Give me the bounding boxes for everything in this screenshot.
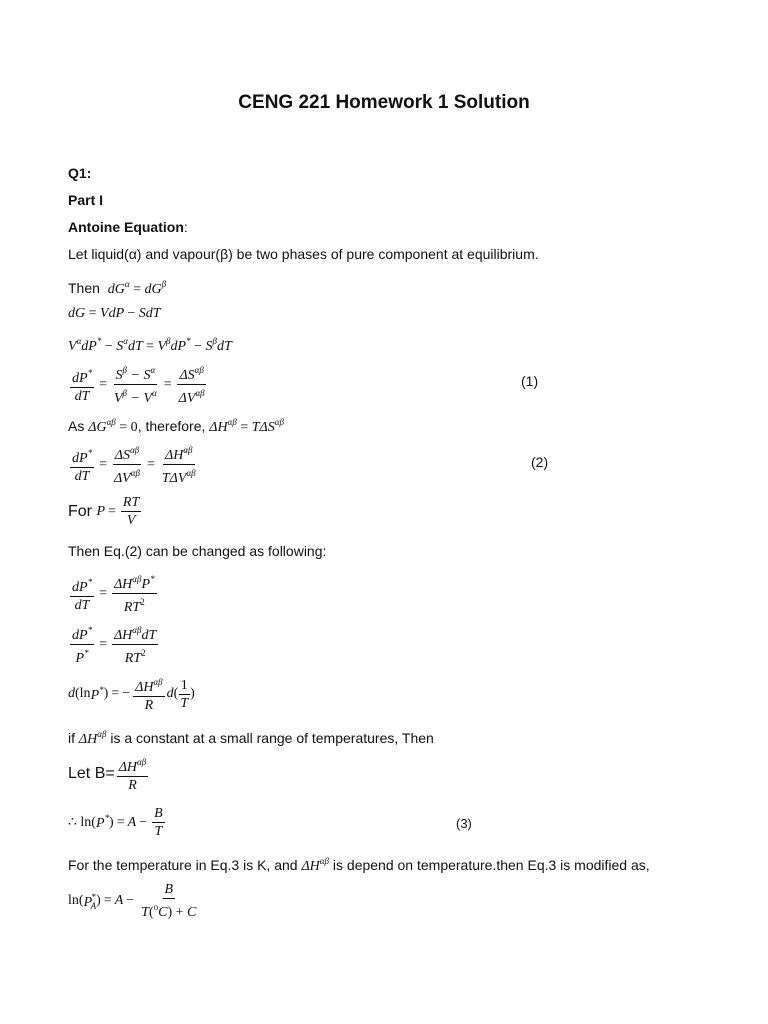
intro-sentence: Let liquid(α) and vapour(β) be two phases of pure component at equilibrium.: [68, 246, 539, 262]
kelvin-statement: For the temperature in Eq.3 is K, and $\Delta H^{\alpha\beta}$ is depend on temperature.then Eq.3 is modified as,: [68, 856, 650, 874]
ideal-gas-relation: For P = $\frac{RT}{V}$: [68, 495, 140, 528]
equation-number-2: (2): [531, 454, 549, 470]
equation-number-3: (3): [456, 816, 472, 831]
antoine-heading-colon: :: [183, 219, 188, 235]
equation-phase-balance: $V^\alpha dP^* - S^\alpha dT = V^\beta dP^* - S^\beta dT$: [68, 336, 232, 354]
antoine-heading-text: Antoine Equation: [68, 219, 184, 235]
equation-log-form: d (ln P* ) = − $\frac{\Delta H^{\alpha\beta}}{R}$ d ( $\frac{1}{T}$ ): [68, 674, 195, 714]
equilibrium-statement: As $\Delta G^{\alpha\beta} = 0$, therefore, $\Delta H^{\alpha\beta} = T\Delta S^{\alpha\beta}$: [68, 417, 284, 435]
equation-clausius-1: $\frac{dP^*}{dT}$ = $\frac{\Delta H^{\alpha\beta}P^*}{RT^2}$: [68, 571, 159, 616]
constant-enthalpy-statement: if $\Delta H^{\alpha\beta}$ is a constant at a small range of temperatures, Then: [68, 729, 434, 747]
for-label: For: [68, 502, 92, 520]
let-b-label: Let B=: [68, 765, 115, 782]
antoine-heading: [68, 218, 188, 236]
equation-gibbs-differential: dG = VdP − SdT: [68, 306, 161, 321]
equilibrium-condition: [68, 275, 166, 299]
kelvin-text-2: is depend on temperature.then Eq.3 is modified as,: [332, 857, 650, 873]
equation-2: $\frac{dP^*}{dT}$ = $\frac{\Delta S^{\alpha\beta}}{\Delta V^{\alpha\beta}}$ = $\frac{\Delta H^{\alpha\beta}}{T\Delta V^{\alpha\beta}}$: [68, 442, 200, 487]
if-label: if: [68, 730, 75, 746]
equation-antoine: ln( $P^*_A$ ) = A − $\frac{B}{T(^oC) + C}$: [68, 882, 197, 920]
equation-dg-equal: $dG^\alpha = dG^\beta$: [107, 279, 167, 297]
equation-1: $\frac{dP^*}{dT}$ = $\frac{S^\beta - S^\alpha}{V^\beta - V^\alpha}$ = $\frac{\Delta S^{\alpha\beta}}{\Delta V^{\alpha\beta}}$: [68, 362, 209, 407]
kelvin-text-1: For the temperature in Eq.3 is K, and: [68, 857, 298, 873]
equation-number-1: (1): [521, 373, 539, 389]
eq2-transition-text: Then Eq.(2) can be changed as following:: [68, 543, 327, 559]
part-label: Part I: [68, 192, 104, 208]
define-b: Let B= $\frac{\Delta H^{\alpha\beta}}{R}$: [68, 754, 150, 794]
if-text: is a constant at a small range of temperatures, Then: [110, 730, 434, 746]
equation-3: ∴ ln( P* ) = A − $\frac{B}{T}$: [68, 806, 163, 839]
document-title: CENG 221 Homework 1 Solution: [238, 92, 530, 113]
question-label: Q1:: [68, 165, 92, 181]
therefore-label: , therefore,: [137, 418, 206, 434]
then-label: Then: [68, 280, 100, 296]
equation-clausius-2: $\frac{dP^*}{P^*}$ = $\frac{\Delta H^{\alpha\beta}dT}{RT^2}$: [68, 622, 160, 667]
as-label: As: [68, 418, 85, 434]
